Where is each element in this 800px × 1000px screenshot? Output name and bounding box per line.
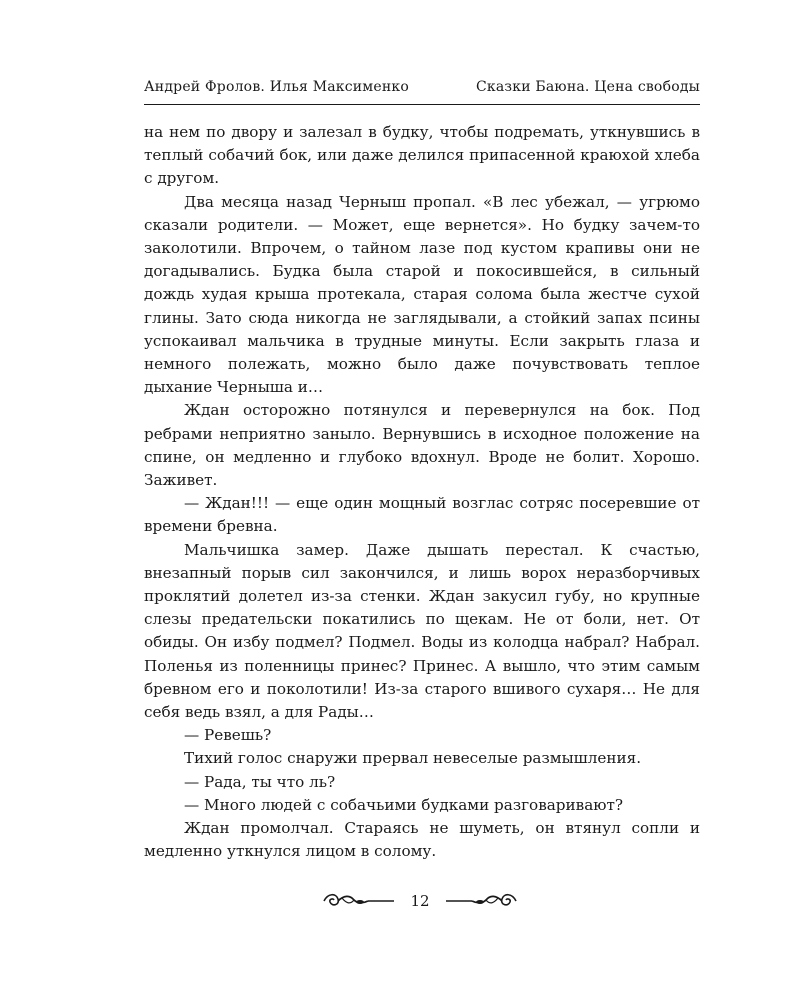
left-flourish-icon [320, 889, 396, 913]
right-flourish-icon [444, 889, 520, 913]
page-body [144, 121, 700, 864]
paragraph: — Много людей с собачьими будками разговаривают? [184, 795, 624, 814]
paragraph: — Ревешь? [184, 726, 272, 745]
paragraph: — Рада, ты что ль? [184, 772, 336, 791]
paragraph: Мальчишка замер. Даже дышать перестал. К счастью, внезапный порыв сил закончился, и лишь ворох неразборчивых проклятий долетел из-за стенки. Ждан закусил губу, но крупные слезы предательски покатились по щекам. Не от боли, нет. От обиды. Он избу подмел? Подмел. Воды из колодца набрал? Набрал. Поленья из поленницы принес? Принес. А вышло, что этим самым бревном его и поколотили! Из-за старого вшивого сухаря… Не для себя ведь взял, а для Рады… [144, 540, 700, 722]
running-head-book-title: Сказки Баюна. Цена свободы [476, 79, 700, 95]
running-head [144, 78, 700, 96]
paragraph: Два месяца назад Черныш пропал. «В лес убежал, — угрюмо сказали родители. — Может, еще вернется». Но будку зачем-то заколотили. Впрочем, о тайном лазе под кустом крапивы они не догадывались. Будка была старой и покосившейся, в сильный дождь худая крыша протекала, старая солома была жестче сухой глины. Зато сюда никогда не заглядывали, а стойкий запах псины успокаивал мальчика в трудные минуты. Если закрыть глаза и немного полежать, можно было даже почувствовать теплое дыхание Черныша и… [144, 192, 700, 397]
paragraph: — Ждан!!! — еще один мощный возглас сотряс посеревшие от времени бревна. [144, 494, 700, 536]
paragraph: Тихий голос снаружи прервал невеселые размышления. [184, 749, 642, 768]
paragraph: на нем по двору и залезал в будку, чтобы подремать, уткнувшись в теплый собачий бок, или даже делился припасенной краюхой хлеба с другом. [144, 123, 700, 188]
page-footer [300, 886, 540, 916]
page-number: 12 [410, 892, 430, 910]
running-head-authors: Андрей Фролов. Илья Максименко [144, 79, 409, 95]
paragraph: Ждан осторожно потянулся и перевернулся на бок. Под ребрами неприятно заныло. Вернувшись в исходное положение на спине, он медленно и глубоко вдохнул. Вроде не болит. Хорошо. Заживет. [144, 401, 700, 490]
paragraph: Ждан промолчал. Стараясь не шуметь, он втянул сопли и медленно уткнулся лицом в солому. [144, 819, 700, 861]
header-rule [144, 104, 700, 105]
